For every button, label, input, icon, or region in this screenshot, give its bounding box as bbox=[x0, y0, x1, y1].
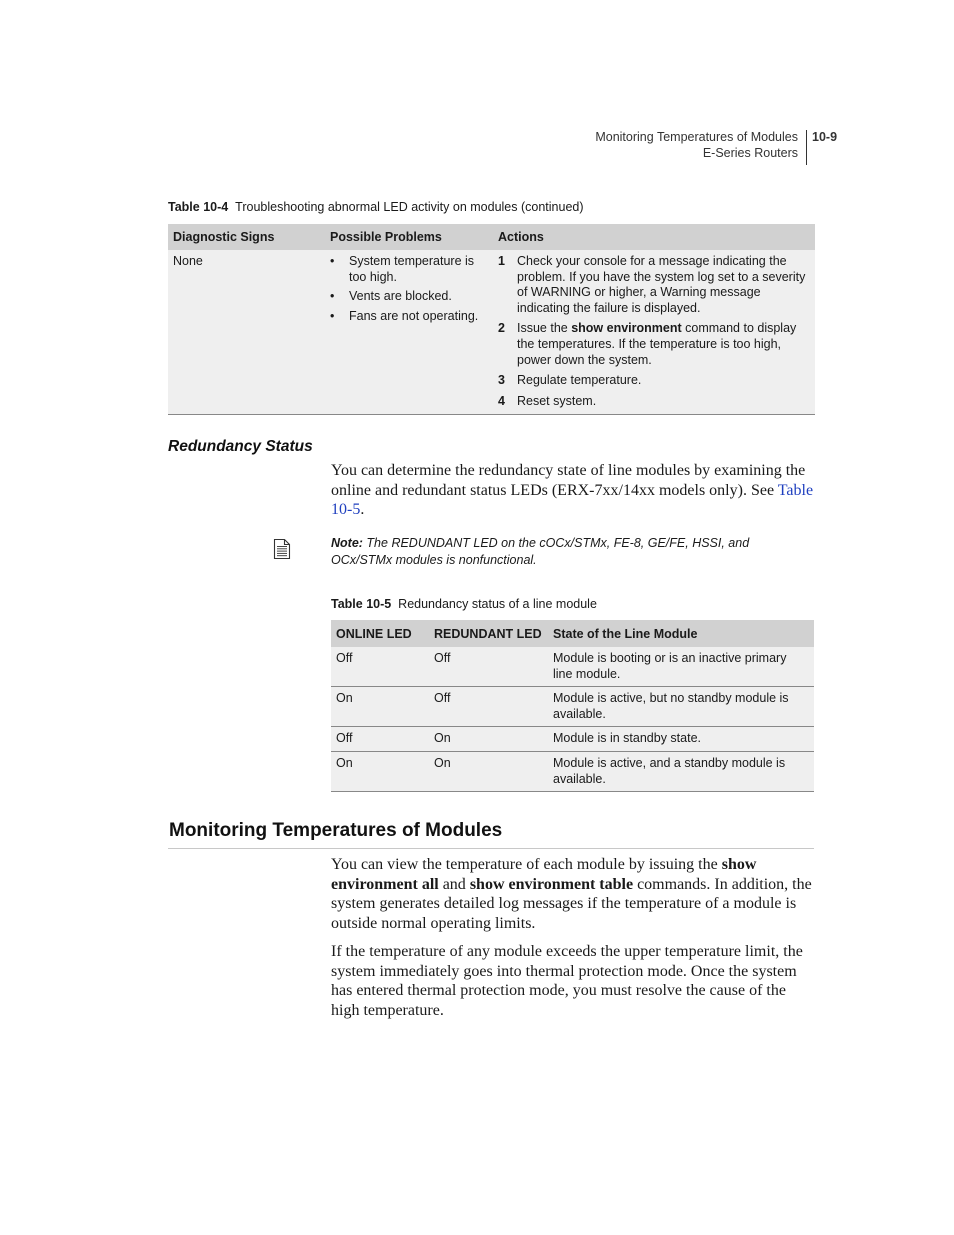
table-row bbox=[331, 751, 814, 791]
list-item bbox=[330, 289, 488, 305]
table-10-5-link[interactable]: Table 10-5 bbox=[331, 481, 814, 518]
command-text: show environment bbox=[571, 321, 682, 336]
list-item bbox=[498, 254, 810, 316]
running-header bbox=[560, 130, 838, 166]
table-10-4-caption bbox=[168, 200, 584, 214]
paragraph-text: You can determine the redundancy state of line modules by examining the online and redundant status LEDs (ERX-7xx/14xx models only). See bbox=[331, 462, 806, 499]
section-heading-monitoring: Monitoring Temperatures of Modules bbox=[169, 820, 503, 841]
monitoring-paragraph-2: If the temperature of any module exceeds the upper temperature limit, the system immediately goes into thermal protection mode. Once the system has entered thermal protection mode, you must resolve the cause of the high temperature. bbox=[331, 943, 803, 1019]
column-header: State of the Line Module bbox=[548, 620, 814, 647]
list-item bbox=[330, 254, 488, 285]
caption-label: Table 10-5 bbox=[331, 597, 392, 611]
state-cell: Module is booting or is an inactive primary line module. bbox=[548, 647, 814, 687]
state-cell: Module is active, but no standby module is available. bbox=[548, 687, 814, 727]
state-cell: Module is in standby state. bbox=[548, 727, 814, 752]
column-header: Possible Problems bbox=[325, 224, 493, 250]
step-text: Issue the bbox=[517, 321, 572, 336]
paragraph-text: and bbox=[438, 875, 470, 893]
redundant-led-cell: Off bbox=[429, 687, 548, 727]
online-led-cell: On bbox=[331, 751, 429, 791]
running-header-titles bbox=[595, 130, 798, 161]
paragraph-text: You can view the temperature of each module by issuing the bbox=[331, 856, 722, 873]
table-10-4 bbox=[168, 224, 815, 415]
list-item bbox=[498, 321, 810, 368]
bullet-icon: • bbox=[330, 254, 335, 268]
problems-list bbox=[330, 254, 488, 324]
column-header: Actions bbox=[493, 224, 815, 250]
online-led-cell: Off bbox=[331, 727, 429, 752]
table-header-row bbox=[331, 620, 814, 647]
book-title: E-Series Routers bbox=[702, 145, 798, 160]
redundant-led-cell: On bbox=[429, 727, 548, 752]
caption-label: Table 10-4 bbox=[168, 200, 229, 214]
problem-text: Vents are blocked. bbox=[349, 289, 452, 304]
section-heading-redundancy: Redundancy Status bbox=[168, 438, 313, 455]
state-cell: Module is active, and a standby module is available. bbox=[548, 751, 814, 791]
monitoring-paragraph-1 bbox=[331, 855, 815, 933]
table-10-5 bbox=[331, 620, 814, 792]
problem-text: Fans are not operating. bbox=[349, 308, 479, 323]
command-text: show environment all bbox=[331, 856, 757, 893]
actions-list bbox=[498, 254, 810, 409]
note bbox=[331, 535, 801, 568]
actions-cell bbox=[493, 250, 815, 415]
step-number: 2 bbox=[498, 321, 505, 336]
table-row bbox=[331, 727, 814, 752]
possible-problems-cell bbox=[325, 250, 493, 415]
note-text: The REDUNDANT LED on the cOCx/STMx, FE-8, GE/FE, HSSI, and OCx/STMx modules is nonfunctional. bbox=[331, 536, 750, 567]
problem-text: System temperature is too high. bbox=[349, 254, 475, 284]
note-document-icon bbox=[273, 538, 291, 560]
step-text: command to display the temperatures. If the temperature is too high, power down the system. bbox=[517, 321, 797, 367]
table-row bbox=[331, 687, 814, 727]
list-item bbox=[498, 394, 810, 410]
table-row bbox=[331, 647, 814, 687]
step-number: 1 bbox=[498, 254, 505, 268]
note-label: Note: bbox=[331, 536, 363, 550]
diagnostic-sign-cell: None bbox=[168, 250, 325, 415]
step-number: 3 bbox=[498, 373, 505, 388]
caption-text: Troubleshooting abnormal LED activity on modules (continued) bbox=[235, 200, 584, 214]
redundancy-paragraph bbox=[331, 461, 815, 520]
redundant-led-cell: On bbox=[429, 751, 548, 791]
list-item bbox=[330, 309, 488, 325]
command-text: show environment table bbox=[469, 875, 634, 893]
redundant-led-cell: Off bbox=[429, 647, 548, 687]
step-number: 4 bbox=[498, 393, 505, 408]
caption-text: Redundancy status of a line module bbox=[398, 597, 597, 611]
step-text: Regulate temperature. bbox=[517, 373, 642, 388]
table-row bbox=[168, 250, 815, 415]
column-header: REDUNDANT LED bbox=[429, 620, 548, 647]
page-number: 10-9 bbox=[812, 130, 838, 144]
bullet-icon: • bbox=[330, 308, 335, 323]
column-header: ONLINE LED bbox=[331, 620, 429, 647]
table-10-5-caption bbox=[331, 597, 597, 611]
paragraph-text: . bbox=[360, 501, 365, 518]
paragraph-text: commands. In addition, the system generates detailed log messages if the temperature of a module is outside normal operating limits. bbox=[331, 875, 812, 932]
column-header: Diagnostic Signs bbox=[168, 224, 325, 250]
online-led-cell: On bbox=[331, 687, 429, 727]
heading-rule bbox=[168, 848, 814, 849]
step-text: Check your console for a message indicating the problem. If you have the system log set to a severity of WARNING or higher, a Warning message indicating the failure is displayed. bbox=[517, 254, 806, 315]
online-led-cell: Off bbox=[331, 647, 429, 687]
chapter-title: Monitoring Temperatures of Modules bbox=[595, 130, 798, 144]
header-divider bbox=[806, 130, 807, 165]
table-header-row bbox=[168, 224, 815, 250]
step-text: Reset system. bbox=[517, 393, 597, 408]
list-item bbox=[498, 373, 810, 389]
bullet-icon: • bbox=[330, 289, 335, 304]
